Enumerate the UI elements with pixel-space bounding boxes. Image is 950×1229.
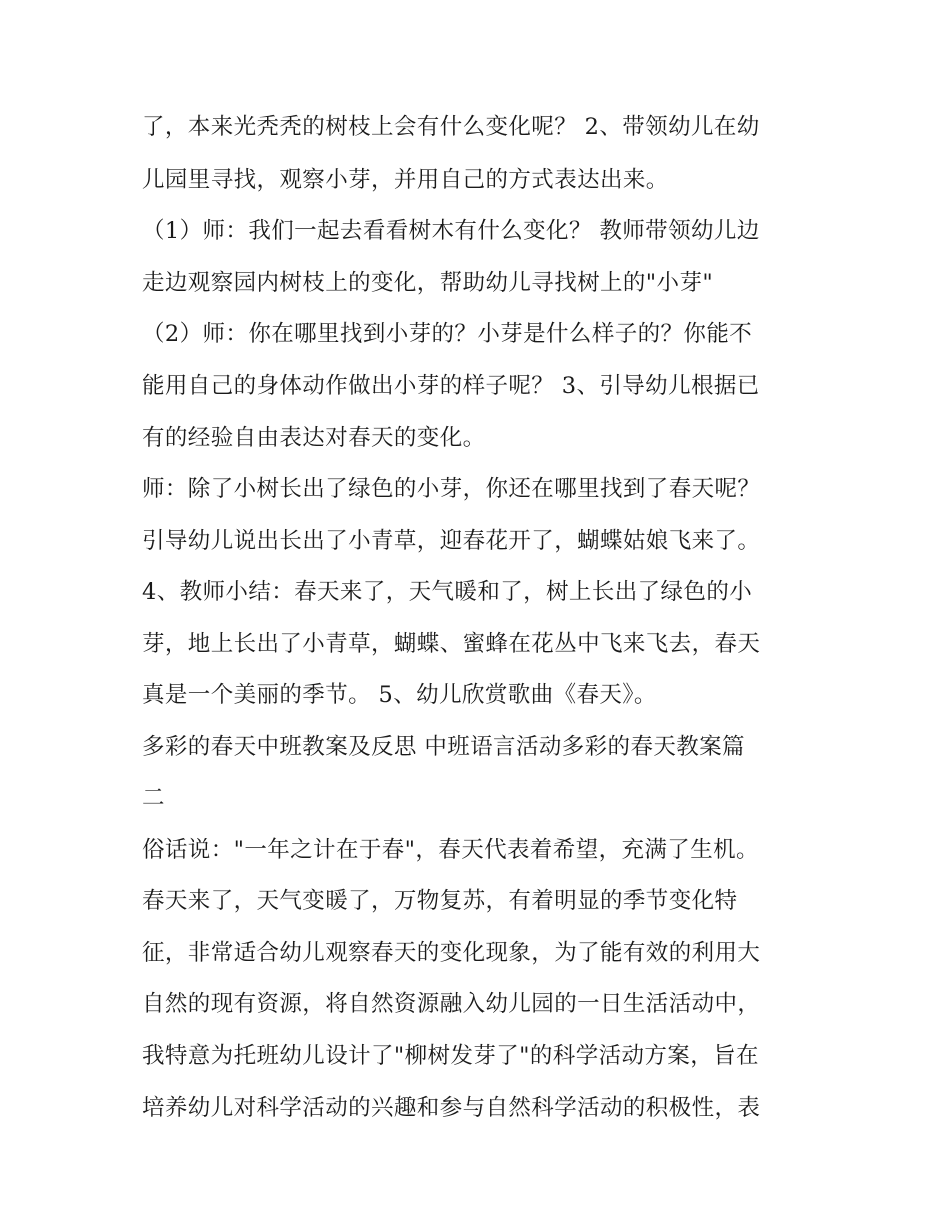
text-line-9: 引导幼儿说出长出了小青草，迎春花开了，蝴蝶姑娘飞来了。 (142, 528, 761, 554)
text-line-18: 自然的现有资源，将自然资源融入幼儿园的一日生活活动中， (142, 991, 761, 1017)
text-line-17: 征，非常适合幼儿观察春天的变化现象，为了能有效的利用大 (142, 940, 761, 966)
text-line-12: 真是一个美丽的季节。 5、幼儿欣赏歌曲《春天》。 (142, 682, 657, 708)
text-line-10: 4、教师小结：春天来了，天气暖和了，树上长出了绿色的小 (142, 579, 753, 605)
text-line-8: 师：除了小树长出了绿色的小芽，你还在哪里找到了春天呢？ (142, 476, 761, 502)
text-line-19: 我特意为托班幼儿设计了"柳树发芽了"的科学活动方案，旨在 (142, 1043, 759, 1069)
text-line-1: 了，本来光秃秃的树枝上会有什么变化呢？ 2、带领幼儿在幼 (142, 114, 760, 140)
text-line-16: 春天来了，天气变暖了，万物复苏，有着明显的季节变化特 (142, 888, 738, 914)
text-line-20: 培养幼儿对科学活动的兴趣和参与自然科学活动的积极性，表 (142, 1095, 761, 1121)
text-line-15: 俗话说："一年之计在于春"，春天代表着希望，充满了生机。 (142, 837, 759, 863)
text-line-6: 能用自己的身体动作做出小芽的样子呢？ 3、引导幼儿根据已 (142, 373, 760, 399)
text-line-2: 儿园里寻找，观察小芽，并用自己的方式表达出来。 (142, 167, 669, 193)
text-line-4: 走边观察园内树枝上的变化，帮助幼儿寻找树上的"小芽" (142, 270, 714, 296)
text-line-3: （1）师：我们一起去看看树木有什么变化？ 教师带领幼儿边 (142, 218, 760, 244)
text-line-11: 芽，地上长出了小青草，蝴蝶、蜜蜂在花丛中飞来飞去，春天 (142, 631, 761, 657)
text-line-13: 多彩的春天中班教案及反思 中班语言活动多彩的春天教案篇 (142, 734, 745, 760)
text-line-14: 二 (142, 785, 165, 811)
text-line-7: 有的经验自由表达对春天的变化。 (142, 425, 486, 451)
text-line-5: （2）师：你在哪里找到小芽的？小芽是什么样子的？你能不 (142, 321, 753, 347)
